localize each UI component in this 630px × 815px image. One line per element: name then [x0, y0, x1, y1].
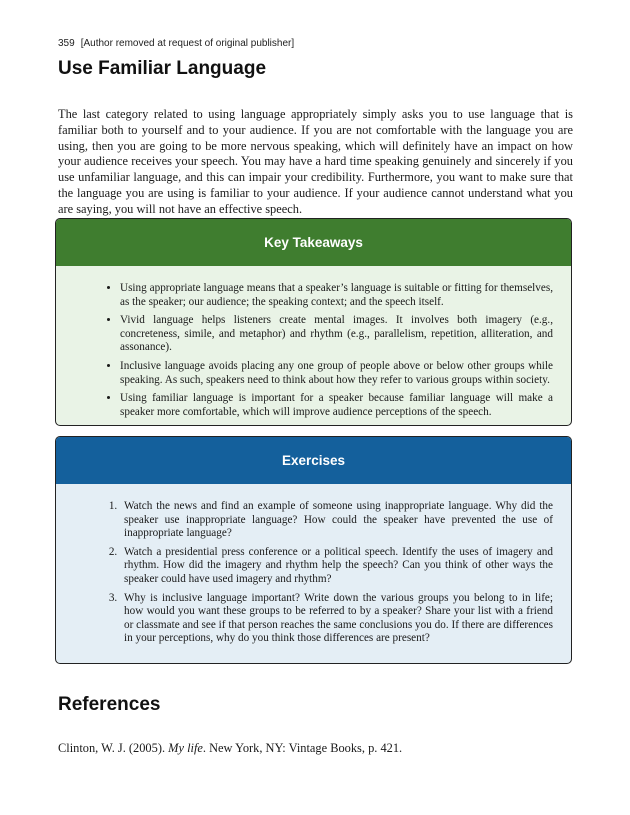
key-takeaways-list [56, 266, 571, 419]
key-takeaways-title: Key Takeaways [56, 219, 571, 266]
body-paragraph: The last category related to using language appropriately simply asks you to use language that is familiar both to yourself and to your audience. If you are not comfortable with the language you are using, then you are going to be more nervous speaking, which will definitely have an impact on how your audience receives your speech. You may have a hard time speaking genuinely and sincerely if you use unfamiliar language, and this can impair your credibility. Furthermore, you want to make sure that the language you are using is familiar to your audience. If your audience cannot understand what you are saying, you will not have an effective speech. [58, 107, 573, 216]
list-item: • Vivid language helps listeners create mental images. It involves both imagery (e.g., concreteness, simile, and metaphor) and rhythm (e.g., parallelism, repetition, alliteration, and assonance). [120, 314, 553, 355]
exercises-box [55, 436, 572, 664]
exercises-list [56, 484, 571, 646]
list-item: 3. Why is inclusive language important? Write down the various groups you belong to in life; how would you want these groups to be referred to by a speaker? Share your list with a friend or classmate and see if that person reaches the same conclusions you do. If there are differences in your perceptions, why do you think those differences are present? [120, 592, 553, 646]
reference-book-title: My life [168, 741, 203, 755]
reference-author-year: Clinton, W. J. (2005). [58, 741, 169, 755]
running-head [58, 38, 294, 49]
exercises-title: Exercises [56, 437, 571, 484]
page-number: 359 [58, 38, 75, 49]
reference-publisher: . New York, NY: Vintage Books, p. 421. [202, 741, 403, 755]
references-title: References [58, 694, 161, 715]
section-title: Use Familiar Language [58, 58, 267, 79]
list-item: • Using appropriate language means that a speaker’s language is suitable or fitting for themselves, as the speaker; our audience; the speaking context; and the speech itself. [120, 282, 553, 309]
running-head-text: [Author removed at request of original publisher] [80, 38, 295, 49]
list-item: • Inclusive language avoids placing any one group of people above or below other groups while speaking. As such, speakers need to think about how they refer to various groups within society. [120, 360, 553, 387]
list-item: 2. Watch a presidential press conference or a political speech. Identify the uses of imagery and rhythm. How did the imagery and rhythm help the speech? Can you think of other ways the speaker could have used imagery and rhythm? [120, 546, 553, 587]
key-takeaways-box [55, 218, 572, 426]
reference-entry [58, 741, 402, 756]
list-item: • Using familiar language is important for a speaker because familiar language will make a speaker more comfortable, which will improve audience perceptions of the speech. [120, 392, 553, 419]
list-item: 1. Watch the news and find an example of someone using inappropriate language. Why did the speaker use inappropriate language? How could the speaker have prevented the use of inappropriate language? [120, 500, 553, 541]
